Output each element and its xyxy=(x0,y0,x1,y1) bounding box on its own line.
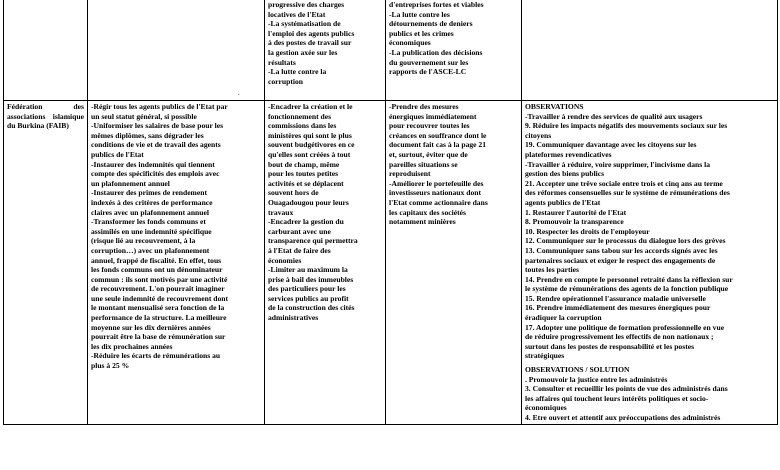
text-line: pareilles situations se xyxy=(389,159,458,169)
text-line: économiques xyxy=(389,38,431,48)
text-line: à l'Etat de faire des xyxy=(268,245,331,255)
text-line: -Régir tous les agents publics de l'Etat par xyxy=(91,102,228,111)
text-line: compte des spécificités des emplois avec xyxy=(91,169,220,179)
text-line: stratégiques xyxy=(525,351,565,361)
text-line: les fonds communs ont un dénominateur xyxy=(91,265,223,275)
text-line: mêmes diplômes, sans dégrader les xyxy=(91,130,204,140)
text-line: -La lutte contre les xyxy=(389,9,450,19)
text-line: notamment minières xyxy=(389,217,456,227)
text-line: 16. Prendre immédiatement des mesures énergiques pour xyxy=(525,303,711,313)
text-line: conditions de vie et de travail des agents xyxy=(91,140,221,150)
text-line: commun : ils sont motivés par une activité xyxy=(91,274,228,284)
text-line: 15. Rendre opérationnel l'assurance maladie universelle xyxy=(525,293,706,303)
text-line: qu'elles sont créées à tout xyxy=(268,149,351,159)
text-line: rapports de l'ASCE-LC xyxy=(389,67,467,77)
cell-revenue-measures xyxy=(386,101,522,425)
text-line: claires avec un plafonnement annuel xyxy=(91,207,209,217)
text-line: 3. Consulter et recueillir les points de vue des administrés dans xyxy=(525,384,728,394)
text-line: souvent hors de xyxy=(268,188,319,198)
text-line: de la construction des cités xyxy=(268,303,355,313)
text-line: -La lutte contre la xyxy=(268,67,327,77)
text-line: -Transformer les fonds communs et xyxy=(91,217,206,227)
text-line: investisseurs nationaux dont xyxy=(389,188,481,198)
cell-top-col5 xyxy=(522,0,778,101)
cell-observations xyxy=(522,101,778,425)
cell-organization xyxy=(4,101,88,425)
text-line: les capitaux des sociétés xyxy=(389,207,466,217)
text-line: -Encadrer la création et le xyxy=(268,102,353,111)
text-line: reproduisent xyxy=(389,169,431,179)
text-line: plateformes revendicatives xyxy=(525,149,612,159)
cell-top-col2 xyxy=(88,0,265,101)
text-line: à des postes de travail sur xyxy=(268,38,352,48)
text-line: les dix prochaines années xyxy=(91,341,173,351)
text-line: 17. Adopter une politique de formation professionnelle en vue xyxy=(525,322,725,332)
text-line: -Travailler à rendre des services de qualité aux usagers xyxy=(525,111,703,121)
text-line: performance de la structure. La meilleure xyxy=(91,313,227,323)
text-line: -Instaurer des primes de rendement xyxy=(91,188,208,198)
text-line: indexés à des critères de performance xyxy=(91,197,213,207)
text-line: administratives xyxy=(268,313,319,323)
text-line: locatives de l'Etat xyxy=(268,9,326,19)
text-line: services publics au profit xyxy=(268,293,349,303)
text-line: pourrait être la base de rémunération sur xyxy=(91,332,226,342)
text-line: 1. Restaurer l'autorité de l'Etat xyxy=(525,207,627,217)
text-line: le système de rémunérations des agents de la fonction publique xyxy=(525,284,729,294)
text-line: 8. Promouvoir la transparence xyxy=(525,217,624,227)
text-line: ministères qui sont le plus xyxy=(268,130,352,140)
text-line: l'Etat comme actionnaire dans xyxy=(389,197,488,207)
text-line: -La systématisation de xyxy=(268,19,341,29)
text-line: transparence qui permettra xyxy=(268,236,358,246)
text-line: -Réduire les écarts de rémunérations au xyxy=(91,351,221,361)
text-line: 10. Respecter les droits de l'employeur xyxy=(525,226,650,236)
text-line: prise à bail des immeubles xyxy=(268,274,354,284)
table-row xyxy=(4,101,778,425)
text-line: 9. Réduire les impacts négatifs des mouvements sociaux sur les xyxy=(525,121,728,131)
text-line: souvent budgétivores en ce xyxy=(268,140,355,150)
text-line: corruption…) avec un plafonnement xyxy=(91,245,210,255)
text-line: -Uniformiser les salaires de base pour les xyxy=(91,121,224,131)
text-line: carburant avec une xyxy=(268,226,331,236)
text-line: -Améliorer le portefeuille des xyxy=(389,178,484,188)
text-line: -Travailler à réduire, voire supprimer, l'incivisme dans la xyxy=(525,159,710,169)
text-line: 13. Communiquer sans tabou sur les accords signés avec les xyxy=(525,245,718,255)
text-line: 12. Communiquer sur le processus du dialogue lors des grèves xyxy=(525,236,726,246)
text-line: activités et se déplacent xyxy=(268,178,344,188)
text-line: l'emploi des agents publics xyxy=(268,28,355,38)
text-line: Ouagadougou pour leurs xyxy=(268,197,349,207)
text-line: toutes les parties xyxy=(525,265,579,275)
text-line: pour les toutes petites xyxy=(268,169,339,179)
text-line: créances en souffrance dont le xyxy=(389,130,487,140)
table-row xyxy=(4,0,778,101)
text-line: bout de champ, même xyxy=(268,159,340,169)
text-line: éradiquer la corruption xyxy=(525,313,602,323)
text-line: plus à 25 % xyxy=(91,361,130,371)
text-line: du gouvernement sur les xyxy=(389,57,469,67)
text-line: annuel, frappé de fiscalité. En effet, tous xyxy=(91,255,222,265)
proposals-table xyxy=(3,0,778,425)
text-line: commissions dans les xyxy=(268,121,337,131)
text-line: des réformes consensuelles sur le système de rémunérations des xyxy=(525,188,730,198)
text-line: -La publication des décisions xyxy=(389,47,483,57)
text-line: le montant mensualisé sera fonction de la xyxy=(91,303,225,313)
text-line: une seule indemnité de recouvrement dont xyxy=(91,293,229,303)
text-line: -Limiter au maximum la xyxy=(268,265,348,275)
text-line: un seul statut général, si possible xyxy=(91,111,197,121)
observations-heading: OBSERVATIONS xyxy=(525,102,584,111)
text-line: (risque lié au recouvrement, à la xyxy=(91,236,196,246)
text-line: citoyens xyxy=(525,130,552,140)
text-line: d'entreprises fortes et viables xyxy=(389,0,484,9)
text-line: publics et les crimes xyxy=(389,28,454,38)
text-line: -Instaurer des indemnités qui tiennent xyxy=(91,159,215,169)
cell-cost-measures xyxy=(265,101,386,425)
text-line: moyenne sur les dix dernières années xyxy=(91,322,211,332)
text-line: publics de l'Etat xyxy=(91,149,144,159)
text-line: énergiques immédiatement xyxy=(389,111,477,121)
text-line: détournements de deniers xyxy=(389,19,473,29)
text-line: les affaires qui touchent leurs intérêts politiques et socio- xyxy=(525,393,709,403)
cell-top-col4 xyxy=(386,0,522,101)
text-line: fonctionnement des xyxy=(268,111,332,121)
text-line: des particuliers pour les xyxy=(268,284,346,294)
text-line: . Promouvoir la justice entre les administrés xyxy=(525,374,668,384)
text-line: 14. Prendre en compte le personnel retraité dans la réflexion sur xyxy=(525,274,733,284)
text-line: -Encadrer la gestion du xyxy=(268,217,344,227)
text-line: de réduire progressivement les effectifs de non nationaux ; xyxy=(525,332,714,342)
text-line: économiques xyxy=(525,403,567,413)
text-line: un plafonnement annuel xyxy=(91,178,170,188)
text-line: gestion des biens publics xyxy=(525,169,605,179)
text-line: et, surtout, éviter que de xyxy=(389,149,468,159)
text-line: économies xyxy=(268,255,302,265)
stray-mark: . xyxy=(238,89,240,97)
cell-top-organization xyxy=(4,0,88,101)
organization-name: Fédération des associations islamique du Burkina (FAIB) xyxy=(7,102,84,131)
text-line: -Prendre des mesures xyxy=(389,102,459,111)
text-line: travaux xyxy=(268,207,294,217)
text-line: résultats xyxy=(268,57,296,67)
text-line: progressive des charges xyxy=(268,0,345,9)
text-line: de recouvrement. L'on pourrait imaginer xyxy=(91,284,225,294)
text-line: partenaires sociaux et exiger le respect des engagements de xyxy=(525,255,716,265)
text-line: la gestion axée sur les xyxy=(268,47,338,57)
cell-top-col3 xyxy=(265,0,386,101)
text-line: agents publics de l'Etat xyxy=(525,197,601,207)
cell-salary-proposals xyxy=(88,101,265,425)
text-line: pour recouvrer toutes les xyxy=(389,121,470,131)
text-line: 4. Etre ouvert et attentif aux préoccupations des administrés xyxy=(525,413,721,422)
observations-solution-heading: OBSERVATIONS / SOLUTION xyxy=(525,365,630,375)
text-line: surtout dans les postes de responsabilité et les postes xyxy=(525,341,695,351)
text-line: assimilés en une indemnité spécifique xyxy=(91,226,212,236)
text-line: 21. Accepter une trêve sociale entre trois et cinq ans au terme xyxy=(525,178,723,188)
text-line: document fait cas à la page 21 xyxy=(389,140,487,150)
text-line: corruption xyxy=(268,76,304,86)
text-line: 19. Communiquer davantage avec les citoyens sur les xyxy=(525,140,697,150)
